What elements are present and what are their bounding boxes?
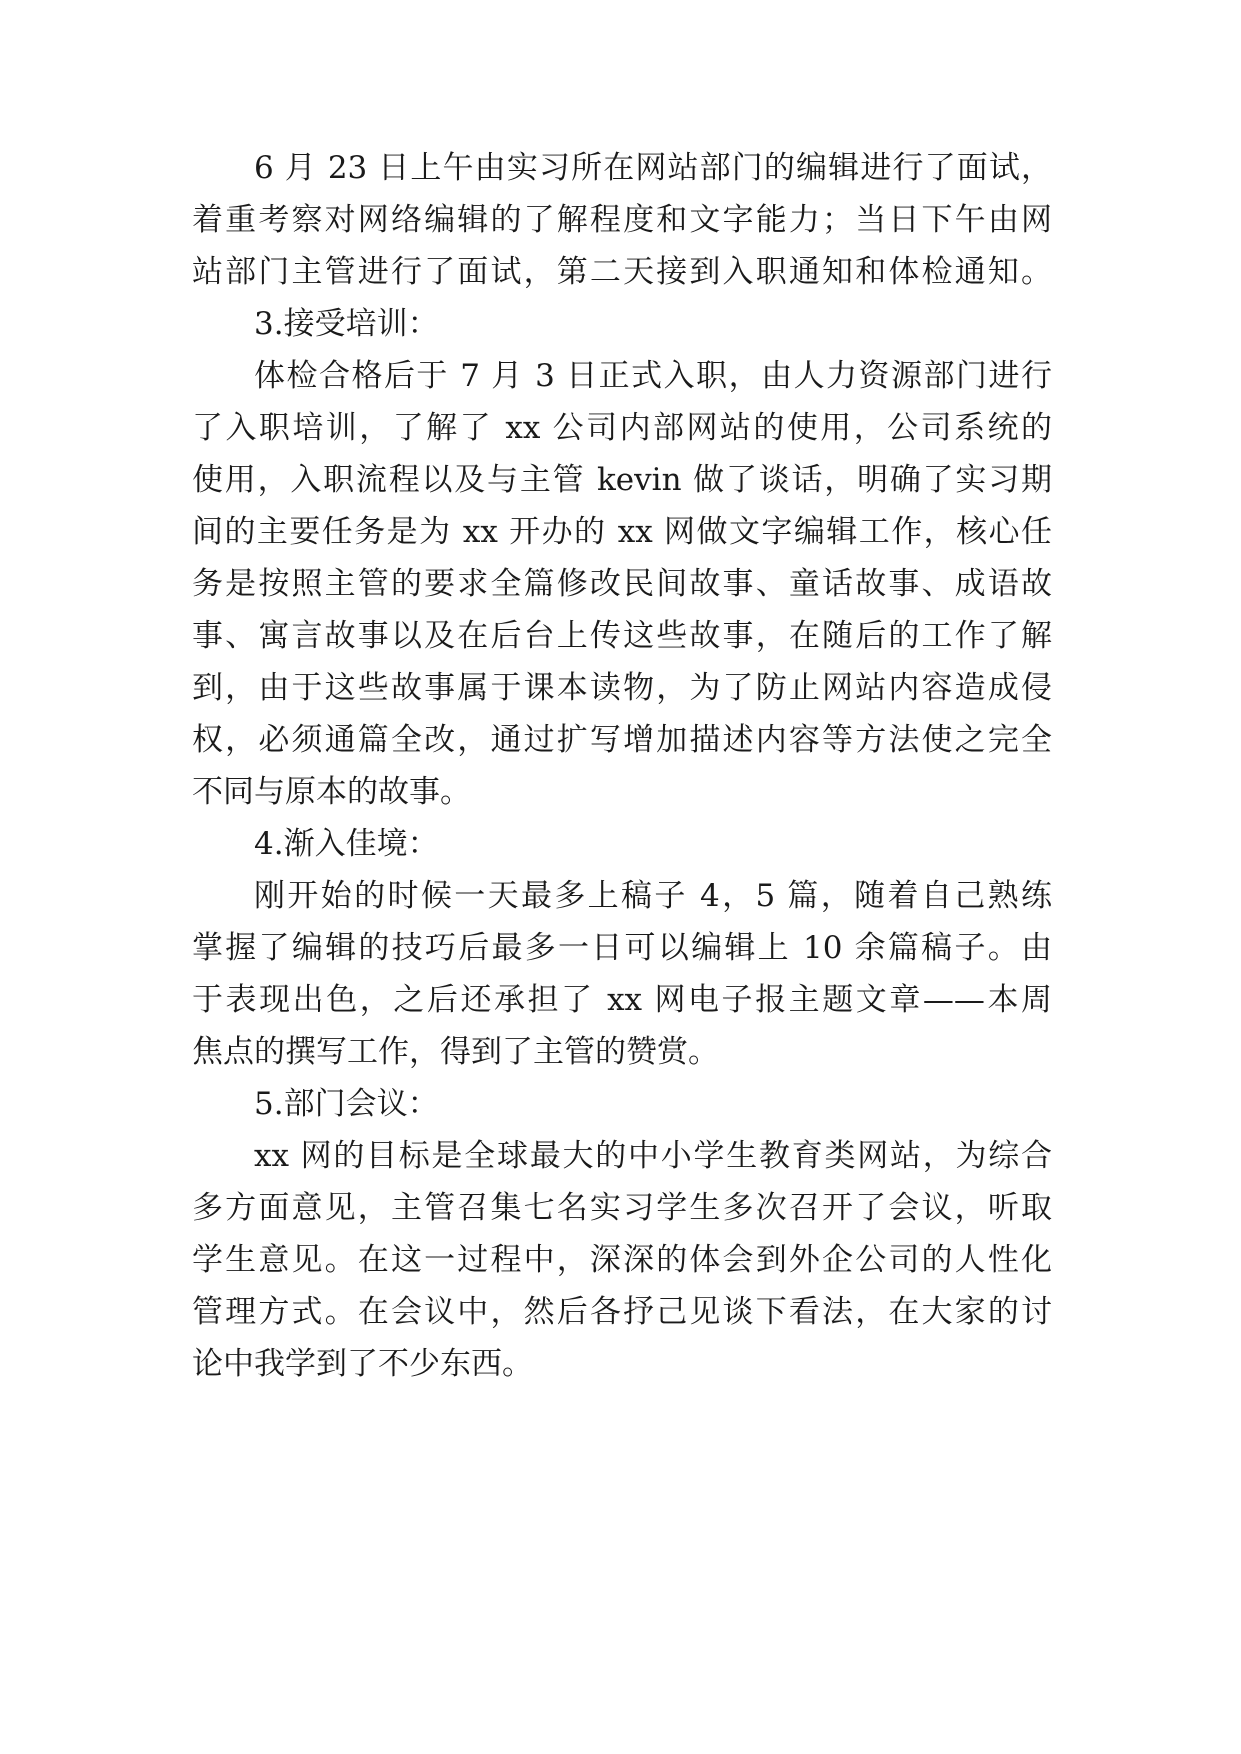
paragraph-line: 焦点的撰写工作，得到了主管的赞赏。: [192, 1034, 719, 1070]
paragraph-line: 6 月 23 日上午由实习所在网站部门的编辑进行了面试，: [254, 150, 1052, 186]
paragraph-line: 权，必须通篇全改，通过扩写增加描述内容等方法使之完全: [192, 722, 1052, 758]
section-heading: 5.部门会议：: [254, 1086, 439, 1122]
paragraph-line: 刚开始的时候一天最多上稿子 4，5 篇，随着自己熟练: [254, 878, 1052, 914]
paragraph-line: 管理方式。在会议中，然后各抒己见谈下看法，在大家的讨: [192, 1294, 1052, 1330]
paragraph-line: 论中我学到了不少东西。: [192, 1346, 533, 1382]
paragraph-line: 了入职培训，了解了 xx 公司内部网站的使用，公司系统的: [192, 410, 1052, 446]
paragraph-line: 多方面意见，主管召集七名实习学生多次召开了会议，听取: [192, 1190, 1052, 1226]
paragraph-line: 着重考察对网络编辑的了解程度和文字能力；当日下午由网: [192, 202, 1052, 238]
paragraph-line: 体检合格后于 7 月 3 日正式入职，由人力资源部门进行: [254, 358, 1052, 394]
paragraph-line: 使用，入职流程以及与主管 kevin 做了谈话，明确了实习期: [192, 462, 1052, 498]
paragraph-line: 务是按照主管的要求全篇修改民间故事、童话故事、成语故: [192, 566, 1052, 602]
paragraph-line: 不同与原本的故事。: [192, 774, 471, 810]
paragraph-line: 站部门主管进行了面试，第二天接到入职通知和体检通知。: [192, 254, 1052, 290]
paragraph-line: 学生意见。在这一过程中，深深的体会到外企公司的人性化: [192, 1242, 1052, 1278]
section-heading: 3.接受培训：: [254, 306, 439, 342]
paragraph-line: 到，由于这些故事属于课本读物，为了防止网站内容造成侵: [192, 670, 1052, 706]
paragraph-line: 掌握了编辑的技巧后最多一日可以编辑上 10 余篇稿子。由: [192, 930, 1052, 966]
section-heading: 4.渐入佳境：: [254, 826, 439, 862]
paragraph-line: 间的主要任务是为 xx 开办的 xx 网做文字编辑工作，核心任: [192, 514, 1052, 550]
paragraph-line: 于表现出色，之后还承担了 xx 网电子报主题文章——本周: [192, 982, 1052, 1018]
paragraph-line: 事、寓言故事以及在后台上传这些故事，在随后的工作了解: [192, 618, 1052, 654]
paragraph-line: xx 网的目标是全球最大的中小学生教育类网站，为综合: [254, 1138, 1052, 1174]
